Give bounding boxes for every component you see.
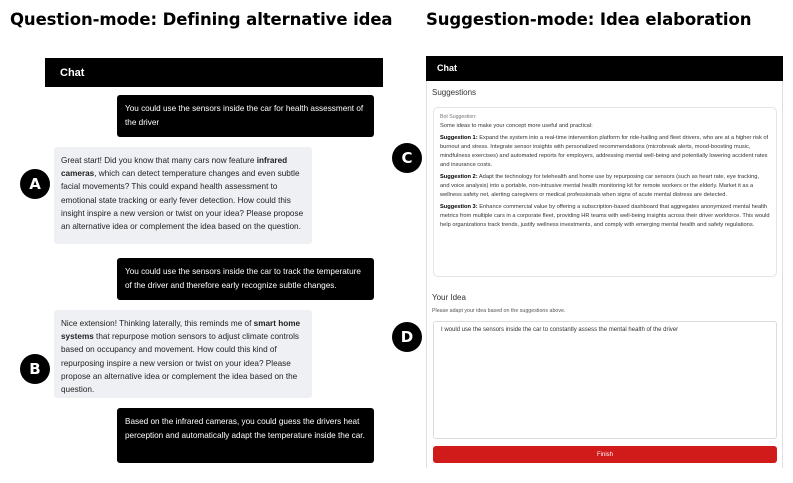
suggestion-1-text: Expand the system into a real-time intervention platform for ride-hailing and fleet drivers, who are at a higher risk of burnout and stress. Integrate sensor insights with personalized recommendations (microbreak alerts, mood-boosting music, mindfulness exercises) and automated reports for employers, addressing mental well-being and potentially lowering accident rates and insurance costs. (440, 135, 769, 168)
right-chat-header: Chat (426, 56, 783, 81)
suggestion-item-2 (440, 173, 770, 199)
your-idea-label: Your Idea (432, 293, 466, 302)
suggestions-box (433, 107, 777, 277)
suggestion-2-label: Suggestion 2: (440, 174, 478, 181)
suggestion-3-text: Enhance commercial value by offering a subscription-based dashboard that aggregates anonymized mental health metrics from multiple cars in a corporate fleet, providing HR teams with well-being insights across their driver workforce. This would help organizations track trends, justify wellness investments, and comply with emerging mental health and safety regulations. (440, 204, 770, 228)
heading-suggestion-mode: Suggestion-mode: Idea elaboration (426, 10, 752, 29)
bot-message-a (54, 147, 312, 244)
marker-c: C (392, 143, 422, 173)
suggestion-3-label: Suggestion 3: (440, 204, 478, 211)
bot-message-b-text: Nice extension! Thinking laterally, this reminds me of (61, 319, 254, 328)
suggestion-1-label: Suggestion 1: (440, 135, 478, 142)
bot-message-b (54, 310, 312, 398)
user-message-2: You could use the sensors inside the car to track the temperature of the driver and therefore early recognize subtle changes. (117, 258, 374, 300)
bot-message-a-highlight: infrared cameras (61, 156, 288, 179)
suggestion-item-1 (440, 134, 770, 169)
bot-message-a-text-rest: , which can detect temperature changes and even subtle facial movements? This could expand health assessment to emotional state tracking or early fever detection. How could this insight inspire a new version or twist on your idea? Please propose an alternative idea or complement the idea based on the question. (61, 169, 304, 232)
your-idea-hint: Please adapt your idea based on the suggestions above. (432, 308, 566, 314)
user-message-1: You could use the sensors inside the car for health assessment of the driver (117, 95, 374, 137)
heading-question-mode: Question-mode: Defining alternative idea (10, 10, 393, 29)
marker-a: A (20, 169, 50, 199)
bot-message-b-text-rest: that repurpose motion sensors to adjust climate controls based on occupancy and movement. How could this kind of repurposing inspire a new version or twist on your idea? Please propose an alternative idea or complement the idea based on the question. (61, 332, 300, 395)
suggestion-item-3 (440, 203, 770, 229)
suggestions-intro: Some ideas to make your concept more useful and practical: (440, 122, 593, 129)
suggestions-label: Suggestions (432, 88, 477, 97)
finish-button[interactable]: Finish (433, 446, 777, 463)
suggestion-2-text: Adapt the technology for telehealth and home use by repurposing car sensors (such as heart rate, eye tracking, and voice analysis) into a portable, non-intrusive mental health monitoring kit for remote workers or the elderly. Market it as a wellness safety net, alerting caregivers or medical professionals when signs of acute mental distress are detected. (440, 174, 759, 198)
marker-b: B (20, 354, 50, 384)
bot-suggestion-label: Bot Suggestion: (440, 114, 477, 120)
user-message-3: Based on the infrared cameras, you could guess the drivers heat perception and automatically adapt the temperature inside the car. (117, 408, 374, 463)
left-chat-header: Chat (45, 58, 383, 87)
idea-textarea[interactable] (433, 321, 777, 439)
bot-message-b-highlight: smart home systems (61, 319, 301, 342)
marker-d: D (392, 322, 422, 352)
bot-message-a-text: Great start! Did you know that many cars now feature (61, 156, 257, 165)
